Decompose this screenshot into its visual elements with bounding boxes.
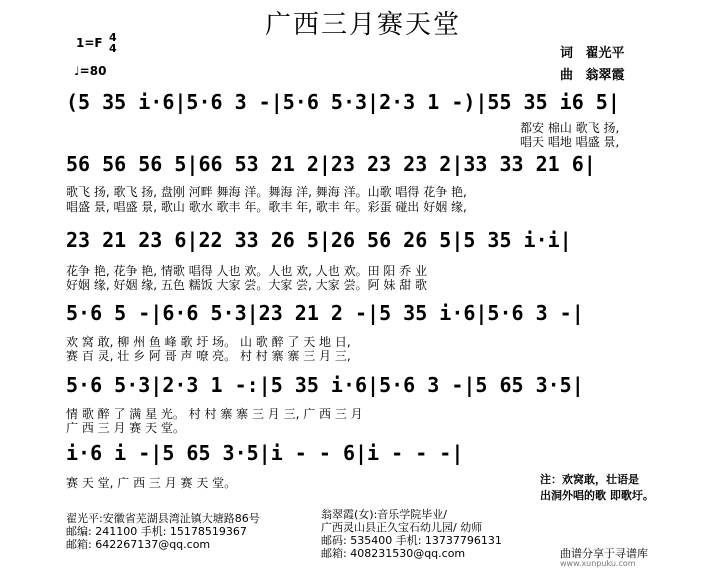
notation-row-6: i·6 i -|5 65 3·5|i - - 6|i - - -| bbox=[66, 441, 464, 465]
contact-line: 邮箱: 408231530@qq.com bbox=[321, 547, 466, 560]
time-signature bbox=[109, 32, 117, 54]
lyric-row-1-line-1: 都安 棉山 歌飞 扬, bbox=[520, 121, 620, 135]
notation-row-4: 5·6 5 -|6·6 5·3|23 21 2 -|5 35 i·6|5·6 3 -| bbox=[66, 301, 584, 325]
watermark-url: www.xunpuku.com bbox=[560, 559, 636, 568]
meter-top: 4 bbox=[109, 31, 117, 44]
contact-line: 邮编: 241100 手机: 15178519367 bbox=[66, 525, 247, 538]
contact-line: 邮箱: 642267137@qq.com bbox=[66, 538, 211, 551]
lyricist-contact bbox=[66, 512, 260, 551]
notation-row-3: 23 21 23 6|22 33 26 5|26 56 26 5|5 35 i·i| bbox=[66, 228, 572, 252]
credit-name: 翟光平 bbox=[585, 46, 625, 61]
lyric-row-6-line-1: 赛 天 堂, 广 西 三 月 赛 天 堂。 bbox=[66, 476, 237, 490]
song-title: 广西三月赛天堂 bbox=[264, 10, 461, 40]
credit-name: 翁翠霞 bbox=[585, 68, 625, 83]
composer-contact bbox=[321, 508, 502, 560]
lyric-row-3-line-2: 好姻 缘, 好姻 缘, 五色 糯饭 大家 尝。大家 尝, 大家 尝。阿 妹 甜 歌 bbox=[66, 278, 428, 292]
credit-role: 曲 bbox=[560, 68, 574, 83]
lyric-row-2-line-2: 唱盛 景, 唱盛 景, 歌山 歌水 歌丰 年。歌丰 年, 歌丰 年。彩蛋 碰出 好姻 缘, bbox=[66, 200, 467, 214]
lyric-row-5-line-1: 情 歌 醉 了 满 星 光。 村 村 寨 寨 三 月 三, 广 西 三 月 bbox=[66, 407, 363, 421]
notation-row-5: 5·6 5·3|2·3 1 -:|5 35 i·6|5·6 3 -|5 65 3·5| bbox=[66, 373, 584, 397]
source-credit: 曲谱分享于寻谱库 bbox=[560, 547, 648, 560]
contact-line: 翟光平:安徽省芜湖县湾沚镇大塘路86号 bbox=[66, 512, 260, 525]
tempo-marking: ♩=80 bbox=[74, 64, 107, 78]
lyric-row-1-line-2: 唱天 唱地 唱盛 景, bbox=[520, 135, 620, 149]
lyricist-credit bbox=[560, 42, 633, 61]
lyric-row-2-line-1: 歌飞 扬, 歌飞 扬, 盘刚 河畔 舞海 洋。舞海 洋, 舞海 洋。山歌 唱得 花争 艳, bbox=[66, 185, 467, 199]
note-line: 出洞外唱的歌 即歌圩。 bbox=[540, 489, 654, 502]
lyric-row-4-line-1: 欢 窝 敢, 柳 州 鱼 峰 歌 圩 场。 山 歌 醉 了 天 地 日, bbox=[66, 335, 351, 349]
contact-line: 邮码: 535400 手机: 13737796131 bbox=[321, 534, 502, 547]
credit-role: 词 bbox=[560, 46, 574, 61]
key-signature: 1=F bbox=[76, 36, 103, 50]
notation-row-2: 56 56 56 5|66 53 21 2|23 23 23 2|33 33 21 6| bbox=[66, 152, 596, 176]
contact-line: 广西灵山县正久宝石幼儿园/ 幼师 bbox=[321, 521, 483, 534]
lyric-row-4-line-2: 赛 百 灵, 壮 乡 阿 哥 声 嘹 亮。 村 村 寨 寨 三 月 三, bbox=[66, 349, 351, 363]
annotation-note bbox=[540, 472, 654, 504]
note-line: 注：欢窝敢，壮语是 bbox=[540, 473, 639, 486]
lyric-row-3-line-1: 花争 艳, 花争 艳, 情歌 唱得 人也 欢。人也 欢, 人也 欢。田 阳 乔 业 bbox=[66, 264, 428, 278]
contact-line: 翁翠霞(女):音乐学院毕业/ bbox=[321, 508, 447, 521]
lyric-row-5-line-2: 广 西 三 月 赛 天 堂。 bbox=[66, 421, 185, 435]
meter-bottom: 4 bbox=[109, 42, 117, 55]
composer-credit bbox=[560, 64, 633, 83]
notation-row-1: (5 35 i·6|5·6 3 -|5·6 5·3|2·3 1 -)|55 35 i6 5| bbox=[66, 90, 620, 114]
